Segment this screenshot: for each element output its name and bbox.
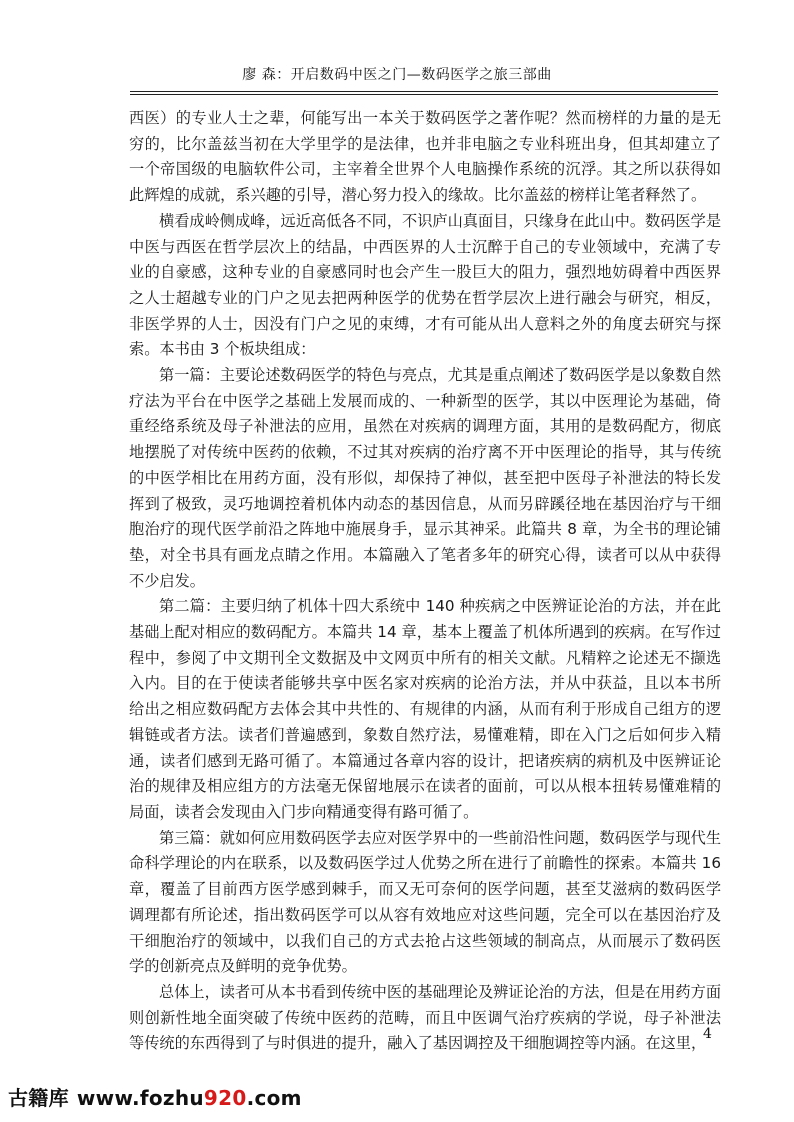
paragraph-overview: 横看成岭侧成峰，远近高低各不同，不识庐山真面目，只缘身在此山中。数码医学是中医与西医在哲学层次上的结晶，中西医界的人士沉醉于自己的专业领域中，充满了专业的自豪感，这种专业的自豪感同时也会产生一股巨大的阻力，强烈地妨碍着中西医界之人士超越专业的门户之见去把两种医学的优势在哲学层次上进行融会与研究，相反，非医学界的人士，因没有门户之见的束缚，才有可能从出人意料之外的角度去研究与探索。本书由 3 个板块组成：	[129, 211, 721, 359]
header-rule-top	[130, 91, 718, 92]
watermark-site-name: 古籍库	[8, 1086, 69, 1110]
paragraph-summary: 总体上，读者可从本书看到传统中医的基础理论及辨证论治的方法，但是在用药方面则创新性地全面突破了传统中医药的范畴，而且中医调气治疗疾病的学说，母子补泄法等传统的东西得到了与时俱进的提升，融入了基因调控及干细胞调控等内涵。在这里，	[129, 982, 721, 1053]
watermark-url-suffix: .com	[246, 1086, 302, 1110]
watermark-url-number: 920	[203, 1086, 247, 1110]
watermark	[8, 1082, 302, 1111]
page-number: 4	[703, 1026, 712, 1042]
paragraph-part-one: 第一篇：主要论述数码医学的特色与亮点，尤其是重点阐述了数码医学是以象数自然疗法为平台在中医学之基础上发展而成的、一种新型的医学，其以中医理论为基础，倚重经络系统及母子补泄法的应用，虽然在对疾病的调理方面，其用的是数码配方，彻底地摆脱了对传统中医药的依赖，不过其对疾病的治疗离不开中医理论的指导，其与传统的中医学相比在用药方面，没有形似，却保持了神似，甚至把中医母子补泄法的特长发挥到了极致，灵巧地调控着机体内动态的基因信息，从而另辟蹊径地在基因治疗与干细胞治疗的现代医学前沿之阵地中施展身手，显示其神采。此篇共 8 章，为全书的理论铺垫，对全书具有画龙点睛之作用。本篇融入了笔者多年的研究心得，读者可以从中获得不少启发。	[129, 366, 721, 590]
header-rule-bottom	[130, 94, 718, 95]
paragraph-part-two: 第二篇：主要归纳了机体十四大系统中 140 种疾病之中医辨证论治的方法，并在此基础上配对相应的数码配方。本篇共 14 章，基本上覆盖了机体所遇到的疾病。在写作过程中，参阅了中文期刊全文数据及中文网页中所有的相关文献。凡精粹之论述无不撷选入内。目的在于使读者能够共享中医名家对疾病的论治方法，并从中获益，且以本书所给出之相应数码配方去体会其中共性的、有规律的内涵，从而有利于形成自己组方的逻辑链或者方法。读者们普遍感到，象数自然疗法，易懂难精，即在入门之后如何步入精通，读者们感到无路可循了。本篇通过各章内容的设计，把诸疾病的病机及中医辨证论治的规律及相应组方的方法毫无保留地展示在读者的面前，可以从根本扭转易懂难精的局面，读者会发现由入门步向精通变得有路可循了。	[129, 597, 721, 821]
running-header-title: 廖 森：开启数码中医之门—数码医学之旅三部曲	[242, 67, 552, 83]
body-text	[129, 106, 721, 1057]
paragraph-intro-continued: 西医）的专业人士之辈，何能写出一本关于数码医学之著作呢？然而榜样的力量的是无穷的，比尔盖兹当初在大学里学的是法律，也并非电脑之专业科班出身，但其却建立了一个帝国级的电脑软件公司，主宰着全世界个人电脑操作系统的沉浮。其之所以获得如此辉煌的成就，系兴趣的引导，潜心努力投入的缘故。比尔盖兹的榜样让笔者释然了。	[129, 109, 721, 205]
watermark-url-prefix: www.fozhu	[76, 1086, 204, 1110]
paragraph-part-three: 第三篇：就如何应用数码医学去应对医学界中的一些前沿性问题，数码医学与现代生命科学理论的内在联系，以及数码医学过人优势之所在进行了前瞻性的探索。本篇共 16 章，覆盖了目前西方医学感到棘手，而又无可奈何的医学问题，甚至艾滋病的数码医学调理都有所论述，指出数码医学可以从容有效地应对这些问题，完全可以在基因治疗及干细胞治疗的领域中，以我们自己的方式去抢占这些领域的制高点，从而展示了数码医学的创新亮点及鲜明的竞争优势。	[129, 828, 721, 976]
